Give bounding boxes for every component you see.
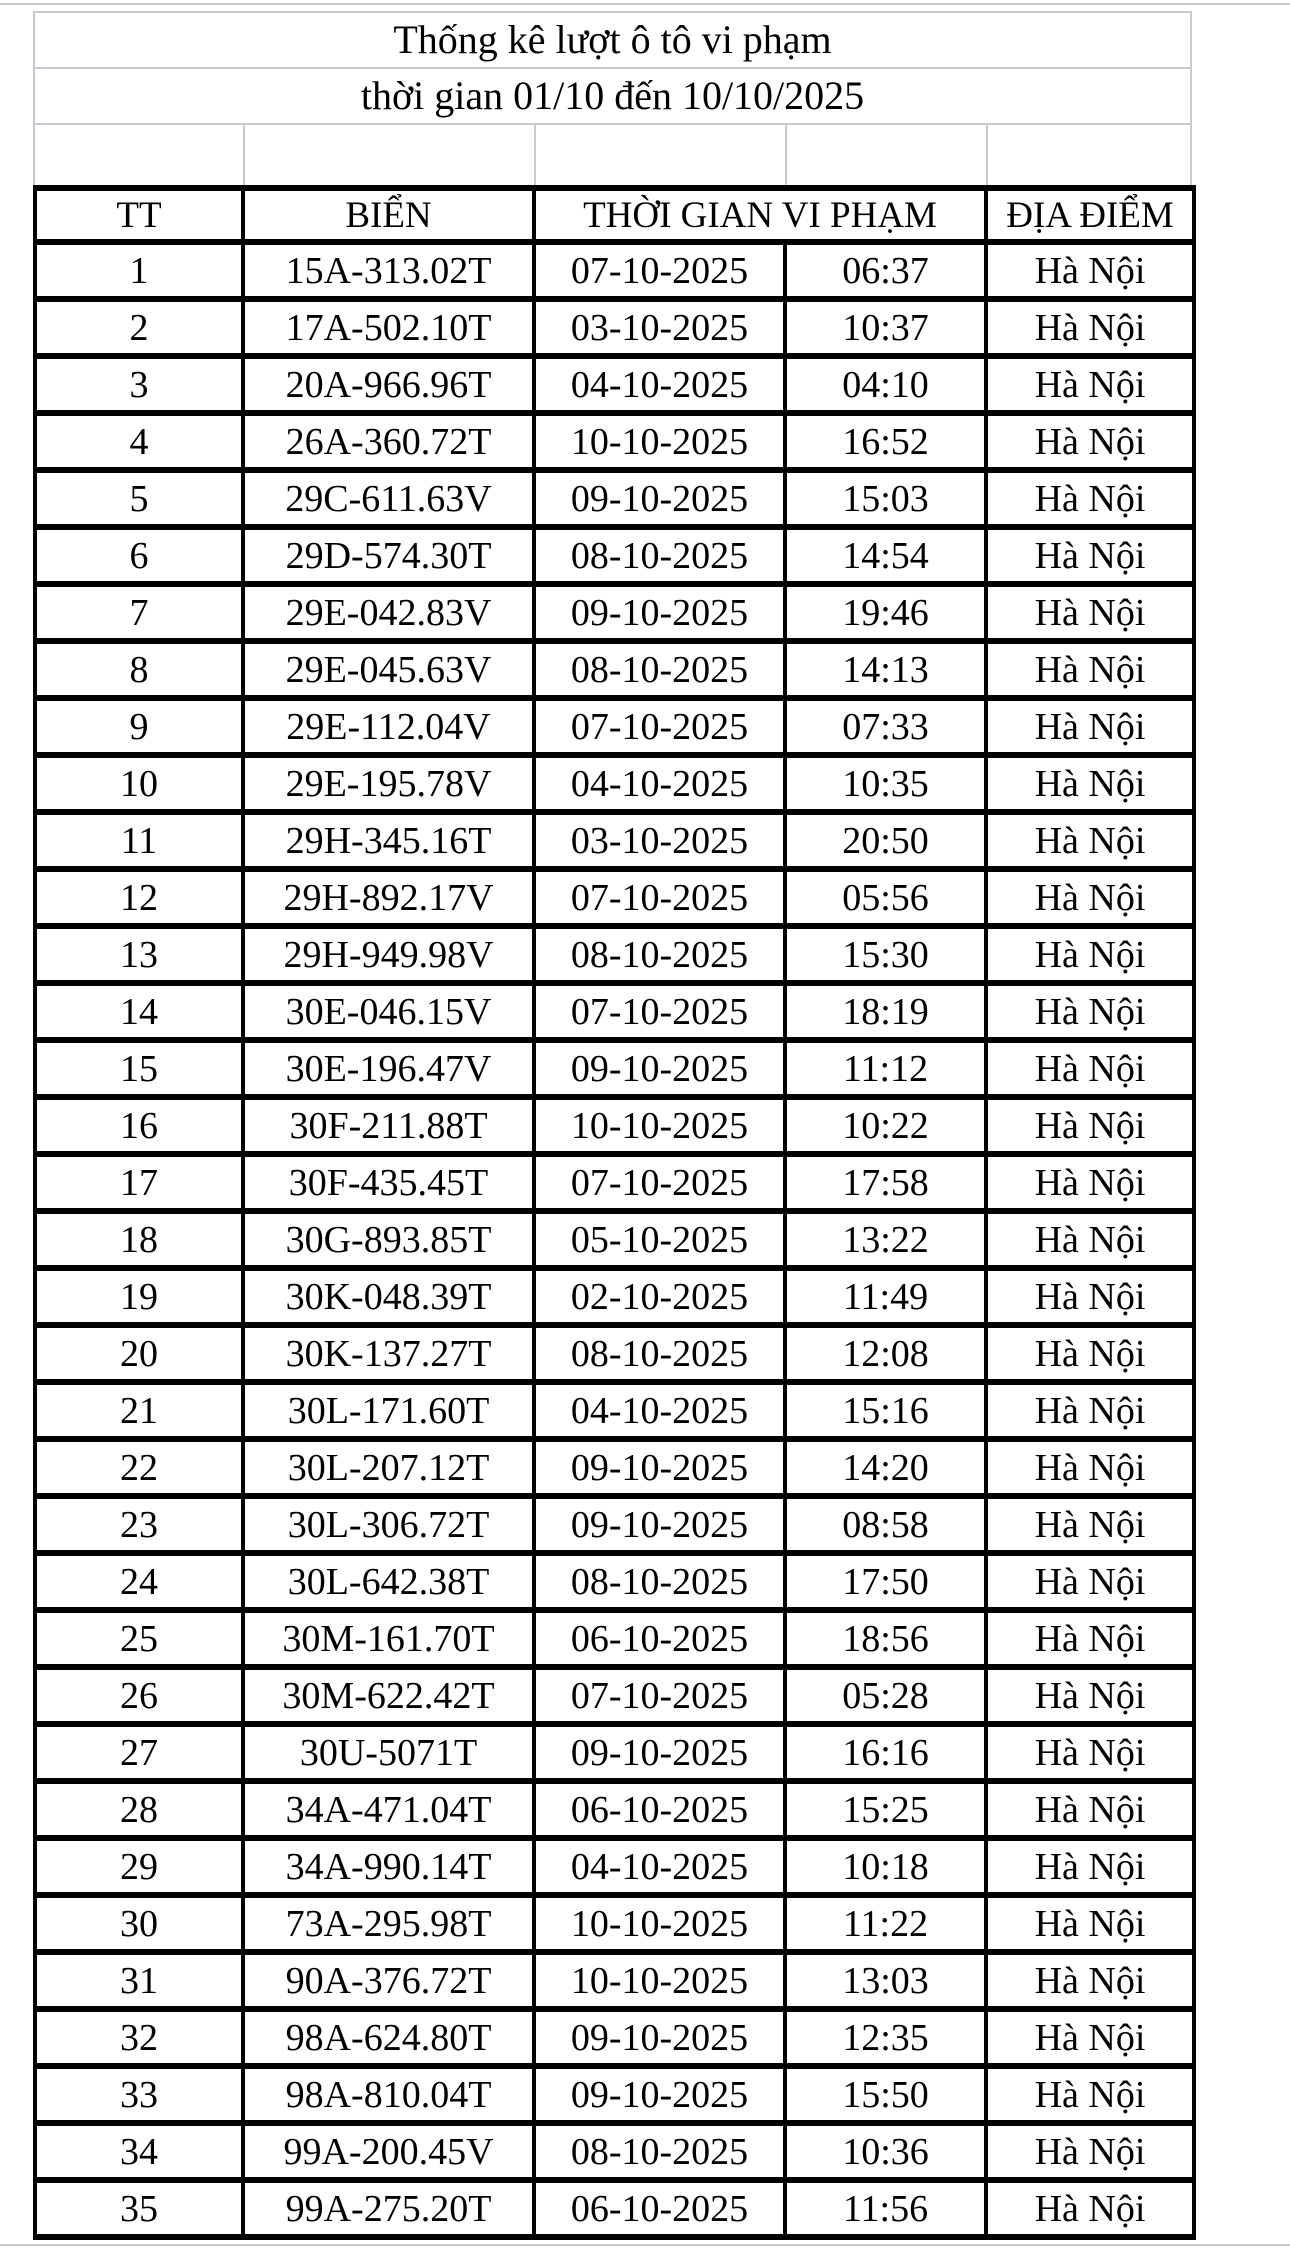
cell-violation-time: 19:46 bbox=[785, 584, 986, 641]
cell-violation-date: 08-10-2025 bbox=[534, 926, 785, 983]
cell-violation-date: 09-10-2025 bbox=[534, 1040, 785, 1097]
cell-violation-time: 08:58 bbox=[785, 1496, 986, 1553]
cell-location: Hà Nội bbox=[986, 470, 1194, 527]
table-row bbox=[35, 1154, 1194, 1211]
cell-violation-time: 14:54 bbox=[785, 527, 986, 584]
cell-violation-time: 05:28 bbox=[785, 1667, 986, 1724]
cell-violation-time: 18:56 bbox=[785, 1610, 986, 1667]
cell-violation-time: 10:36 bbox=[785, 2123, 986, 2180]
cell-violation-date: 07-10-2025 bbox=[534, 1667, 785, 1724]
table-row bbox=[35, 242, 1194, 299]
cell-index: 19 bbox=[35, 1268, 243, 1325]
cell-location: Hà Nội bbox=[986, 1097, 1194, 1154]
cell-plate-number: 30E-196.47V bbox=[243, 1040, 534, 1097]
cell-violation-time: 13:22 bbox=[785, 1211, 986, 1268]
cell-violation-date: 07-10-2025 bbox=[534, 242, 785, 299]
cell-location: Hà Nội bbox=[986, 2123, 1194, 2180]
cell-index: 6 bbox=[35, 527, 243, 584]
cell-plate-number: 29H-949.98V bbox=[243, 926, 534, 983]
cell-index: 35 bbox=[35, 2180, 243, 2237]
cell-plate-number: 30G-893.85T bbox=[243, 1211, 534, 1268]
report-title-line2: thời gian 01/10 đến 10/10/2025 bbox=[35, 67, 1190, 123]
cell-plate-number: 29H-345.16T bbox=[243, 812, 534, 869]
table-row bbox=[35, 1553, 1194, 1610]
cell-violation-date: 06-10-2025 bbox=[534, 1781, 785, 1838]
empty-cell bbox=[986, 125, 1190, 185]
cell-violation-time: 12:35 bbox=[785, 2009, 986, 2066]
cell-index: 28 bbox=[35, 1781, 243, 1838]
cell-plate-number: 30L-642.38T bbox=[243, 1553, 534, 1610]
table-row bbox=[35, 1325, 1194, 1382]
cell-violation-time: 12:08 bbox=[785, 1325, 986, 1382]
cell-index: 16 bbox=[35, 1097, 243, 1154]
cell-index: 3 bbox=[35, 356, 243, 413]
cell-violation-date: 08-10-2025 bbox=[534, 2123, 785, 2180]
cell-location: Hà Nội bbox=[986, 1724, 1194, 1781]
cell-violation-date: 09-10-2025 bbox=[534, 2009, 785, 2066]
empty-cell bbox=[534, 125, 785, 185]
cell-location: Hà Nội bbox=[986, 527, 1194, 584]
cell-violation-time: 17:58 bbox=[785, 1154, 986, 1211]
cell-index: 27 bbox=[35, 1724, 243, 1781]
cell-violation-date: 09-10-2025 bbox=[534, 584, 785, 641]
cell-index: 15 bbox=[35, 1040, 243, 1097]
cell-violation-time: 11:49 bbox=[785, 1268, 986, 1325]
cell-violation-date: 07-10-2025 bbox=[534, 983, 785, 1040]
cell-index: 24 bbox=[35, 1553, 243, 1610]
table-row bbox=[35, 1211, 1194, 1268]
cell-plate-number: 30M-622.42T bbox=[243, 1667, 534, 1724]
table-row bbox=[35, 755, 1194, 812]
header-cell-plate: BIỂN bbox=[243, 188, 534, 242]
cell-index: 23 bbox=[35, 1496, 243, 1553]
cell-location: Hà Nội bbox=[986, 1895, 1194, 1952]
cell-location: Hà Nội bbox=[986, 1496, 1194, 1553]
cell-violation-date: 09-10-2025 bbox=[534, 1439, 785, 1496]
cell-plate-number: 99A-200.45V bbox=[243, 2123, 534, 2180]
cell-location: Hà Nội bbox=[986, 1268, 1194, 1325]
table-row bbox=[35, 1097, 1194, 1154]
cell-location: Hà Nội bbox=[986, 755, 1194, 812]
table-row bbox=[35, 983, 1194, 1040]
cell-location: Hà Nội bbox=[986, 869, 1194, 926]
cell-plate-number: 17A-502.10T bbox=[243, 299, 534, 356]
cell-violation-time: 15:30 bbox=[785, 926, 986, 983]
cell-violation-time: 04:10 bbox=[785, 356, 986, 413]
cell-index: 12 bbox=[35, 869, 243, 926]
cell-violation-date: 03-10-2025 bbox=[534, 299, 785, 356]
cell-violation-time: 15:25 bbox=[785, 1781, 986, 1838]
cell-index: 9 bbox=[35, 698, 243, 755]
cell-plate-number: 30E-046.15V bbox=[243, 983, 534, 1040]
cell-violation-time: 05:56 bbox=[785, 869, 986, 926]
table-row bbox=[35, 869, 1194, 926]
cell-violation-date: 07-10-2025 bbox=[534, 1154, 785, 1211]
table-row bbox=[35, 926, 1194, 983]
table-row bbox=[35, 2123, 1194, 2180]
table-row bbox=[35, 812, 1194, 869]
table-body bbox=[35, 242, 1194, 2237]
cell-plate-number: 73A-295.98T bbox=[243, 1895, 534, 1952]
cell-violation-date: 09-10-2025 bbox=[534, 1496, 785, 1553]
cell-index: 33 bbox=[35, 2066, 243, 2123]
cell-violation-date: 09-10-2025 bbox=[534, 1724, 785, 1781]
cell-violation-date: 07-10-2025 bbox=[534, 869, 785, 926]
cell-violation-time: 10:22 bbox=[785, 1097, 986, 1154]
cell-violation-date: 09-10-2025 bbox=[534, 2066, 785, 2123]
empty-cell bbox=[785, 125, 986, 185]
table-row bbox=[35, 413, 1194, 470]
cell-index: 13 bbox=[35, 926, 243, 983]
table-row bbox=[35, 1895, 1194, 1952]
cell-index: 8 bbox=[35, 641, 243, 698]
cell-location: Hà Nội bbox=[986, 1325, 1194, 1382]
cell-index: 2 bbox=[35, 299, 243, 356]
table-row bbox=[35, 1838, 1194, 1895]
cell-violation-date: 10-10-2025 bbox=[534, 1097, 785, 1154]
cell-violation-time: 14:20 bbox=[785, 1439, 986, 1496]
cell-index: 21 bbox=[35, 1382, 243, 1439]
report-title-line1: Thống kê lượt ô tô vi phạm bbox=[393, 17, 832, 62]
report-sheet bbox=[33, 11, 1192, 2240]
cell-violation-time: 16:52 bbox=[785, 413, 986, 470]
cell-index: 32 bbox=[35, 2009, 243, 2066]
cell-violation-time: 06:37 bbox=[785, 242, 986, 299]
cell-violation-time: 15:16 bbox=[785, 1382, 986, 1439]
empty-cell bbox=[243, 125, 534, 185]
cell-location: Hà Nội bbox=[986, 1781, 1194, 1838]
table-row bbox=[35, 1952, 1194, 2009]
cell-index: 7 bbox=[35, 584, 243, 641]
cell-index: 22 bbox=[35, 1439, 243, 1496]
cell-index: 26 bbox=[35, 1667, 243, 1724]
cell-location: Hà Nội bbox=[986, 2180, 1194, 2237]
cell-violation-date: 08-10-2025 bbox=[534, 1325, 785, 1382]
cell-violation-time: 11:56 bbox=[785, 2180, 986, 2237]
cell-plate-number: 98A-624.80T bbox=[243, 2009, 534, 2066]
cell-violation-time: 18:19 bbox=[785, 983, 986, 1040]
cell-violation-time: 07:33 bbox=[785, 698, 986, 755]
cell-violation-time: 11:12 bbox=[785, 1040, 986, 1097]
cell-plate-number: 30L-207.12T bbox=[243, 1439, 534, 1496]
gridline-top bbox=[0, 3, 1290, 5]
cell-location: Hà Nội bbox=[986, 584, 1194, 641]
cell-location: Hà Nội bbox=[986, 2009, 1194, 2066]
cell-index: 14 bbox=[35, 983, 243, 1040]
cell-index: 10 bbox=[35, 755, 243, 812]
cell-location: Hà Nội bbox=[986, 413, 1194, 470]
cell-location: Hà Nội bbox=[986, 242, 1194, 299]
cell-plate-number: 29D-574.30T bbox=[243, 527, 534, 584]
cell-location: Hà Nội bbox=[986, 1154, 1194, 1211]
table-row bbox=[35, 2009, 1194, 2066]
table-row bbox=[35, 2066, 1194, 2123]
cell-plate-number: 20A-966.96T bbox=[243, 356, 534, 413]
cell-violation-time: 14:13 bbox=[785, 641, 986, 698]
cell-plate-number: 30F-211.88T bbox=[243, 1097, 534, 1154]
cell-plate-number: 29H-892.17V bbox=[243, 869, 534, 926]
table-row bbox=[35, 2180, 1194, 2237]
cell-index: 18 bbox=[35, 1211, 243, 1268]
table-row bbox=[35, 641, 1194, 698]
report-title-block bbox=[33, 11, 1192, 125]
cell-plate-number: 90A-376.72T bbox=[243, 1952, 534, 2009]
cell-location: Hà Nội bbox=[986, 1040, 1194, 1097]
table-row bbox=[35, 1496, 1194, 1553]
cell-violation-date: 08-10-2025 bbox=[534, 641, 785, 698]
cell-index: 31 bbox=[35, 1952, 243, 2009]
cell-violation-date: 08-10-2025 bbox=[534, 527, 785, 584]
cell-violation-time: 10:18 bbox=[785, 1838, 986, 1895]
cell-index: 4 bbox=[35, 413, 243, 470]
cell-plate-number: 34A-471.04T bbox=[243, 1781, 534, 1838]
cell-violation-date: 05-10-2025 bbox=[534, 1211, 785, 1268]
cell-location: Hà Nội bbox=[986, 1838, 1194, 1895]
table-header-row bbox=[35, 188, 1194, 242]
cell-plate-number: 30K-048.39T bbox=[243, 1268, 534, 1325]
cell-location: Hà Nội bbox=[986, 1610, 1194, 1667]
cell-plate-number: 34A-990.14T bbox=[243, 1838, 534, 1895]
cell-violation-time: 15:03 bbox=[785, 470, 986, 527]
cell-plate-number: 29E-042.83V bbox=[243, 584, 534, 641]
cell-location: Hà Nội bbox=[986, 1439, 1194, 1496]
table-row bbox=[35, 584, 1194, 641]
cell-violation-date: 02-10-2025 bbox=[534, 1268, 785, 1325]
cell-plate-number: 29E-195.78V bbox=[243, 755, 534, 812]
cell-index: 29 bbox=[35, 1838, 243, 1895]
table-row bbox=[35, 356, 1194, 413]
table-row bbox=[35, 299, 1194, 356]
table-row bbox=[35, 1610, 1194, 1667]
table-row bbox=[35, 470, 1194, 527]
cell-plate-number: 15A-313.02T bbox=[243, 242, 534, 299]
cell-violation-date: 04-10-2025 bbox=[534, 755, 785, 812]
cell-location: Hà Nội bbox=[986, 299, 1194, 356]
cell-plate-number: 30L-306.72T bbox=[243, 1496, 534, 1553]
cell-violation-time: 17:50 bbox=[785, 1553, 986, 1610]
cell-violation-date: 09-10-2025 bbox=[534, 470, 785, 527]
cell-location: Hà Nội bbox=[986, 1382, 1194, 1439]
table-row bbox=[35, 1781, 1194, 1838]
cell-violation-time: 10:37 bbox=[785, 299, 986, 356]
cell-index: 34 bbox=[35, 2123, 243, 2180]
cell-location: Hà Nội bbox=[986, 1553, 1194, 1610]
cell-plate-number: 29E-045.63V bbox=[243, 641, 534, 698]
cell-violation-time: 11:22 bbox=[785, 1895, 986, 1952]
cell-violation-date: 03-10-2025 bbox=[534, 812, 785, 869]
cell-violation-date: 04-10-2025 bbox=[534, 356, 785, 413]
table-row bbox=[35, 1439, 1194, 1496]
cell-violation-time: 20:50 bbox=[785, 812, 986, 869]
cell-location: Hà Nội bbox=[986, 641, 1194, 698]
header-cell-violation-time: THỜI GIAN VI PHẠM bbox=[534, 188, 986, 242]
gridline-bottom bbox=[0, 2244, 1290, 2246]
cell-plate-number: 30F-435.45T bbox=[243, 1154, 534, 1211]
cell-index: 11 bbox=[35, 812, 243, 869]
cell-plate-number: 29C-611.63V bbox=[243, 470, 534, 527]
cell-violation-time: 16:16 bbox=[785, 1724, 986, 1781]
cell-index: 17 bbox=[35, 1154, 243, 1211]
cell-plate-number: 30K-137.27T bbox=[243, 1325, 534, 1382]
cell-location: Hà Nội bbox=[986, 698, 1194, 755]
table-row bbox=[35, 1724, 1194, 1781]
cell-violation-date: 06-10-2025 bbox=[534, 1610, 785, 1667]
cell-location: Hà Nội bbox=[986, 812, 1194, 869]
cell-violation-date: 10-10-2025 bbox=[534, 413, 785, 470]
header-cell-tt: TT bbox=[35, 188, 243, 242]
table-row bbox=[35, 1268, 1194, 1325]
cell-location: Hà Nội bbox=[986, 1952, 1194, 2009]
table-row bbox=[35, 1040, 1194, 1097]
cell-plate-number: 99A-275.20T bbox=[243, 2180, 534, 2237]
cell-index: 1 bbox=[35, 242, 243, 299]
cell-plate-number: 30U-5071T bbox=[243, 1724, 534, 1781]
cell-location: Hà Nội bbox=[986, 356, 1194, 413]
cell-location: Hà Nội bbox=[986, 983, 1194, 1040]
cell-location: Hà Nội bbox=[986, 2066, 1194, 2123]
cell-violation-date: 04-10-2025 bbox=[534, 1838, 785, 1895]
cell-violation-time: 15:50 bbox=[785, 2066, 986, 2123]
cell-index: 25 bbox=[35, 1610, 243, 1667]
cell-location: Hà Nội bbox=[986, 1211, 1194, 1268]
table-row bbox=[35, 527, 1194, 584]
cell-violation-date: 04-10-2025 bbox=[534, 1382, 785, 1439]
cell-index: 5 bbox=[35, 470, 243, 527]
cell-location: Hà Nội bbox=[986, 926, 1194, 983]
header-cell-location: ĐỊA ĐIỂM bbox=[986, 188, 1194, 242]
cell-plate-number: 30M-161.70T bbox=[243, 1610, 534, 1667]
cell-violation-date: 10-10-2025 bbox=[534, 1952, 785, 2009]
cell-plate-number: 29E-112.04V bbox=[243, 698, 534, 755]
empty-spreadsheet-row bbox=[33, 125, 1192, 185]
cell-violation-time: 10:35 bbox=[785, 755, 986, 812]
cell-index: 20 bbox=[35, 1325, 243, 1382]
table-row bbox=[35, 698, 1194, 755]
cell-violation-time: 13:03 bbox=[785, 1952, 986, 2009]
cell-plate-number: 98A-810.04T bbox=[243, 2066, 534, 2123]
violations-table bbox=[33, 185, 1196, 2240]
cell-location: Hà Nội bbox=[986, 1667, 1194, 1724]
cell-violation-date: 08-10-2025 bbox=[534, 1553, 785, 1610]
cell-violation-date: 07-10-2025 bbox=[534, 698, 785, 755]
table-row bbox=[35, 1667, 1194, 1724]
cell-plate-number: 30L-171.60T bbox=[243, 1382, 534, 1439]
table-row bbox=[35, 1382, 1194, 1439]
cell-index: 30 bbox=[35, 1895, 243, 1952]
cell-violation-date: 10-10-2025 bbox=[534, 1895, 785, 1952]
cell-violation-date: 06-10-2025 bbox=[534, 2180, 785, 2237]
empty-cell bbox=[35, 125, 243, 185]
cell-plate-number: 26A-360.72T bbox=[243, 413, 534, 470]
